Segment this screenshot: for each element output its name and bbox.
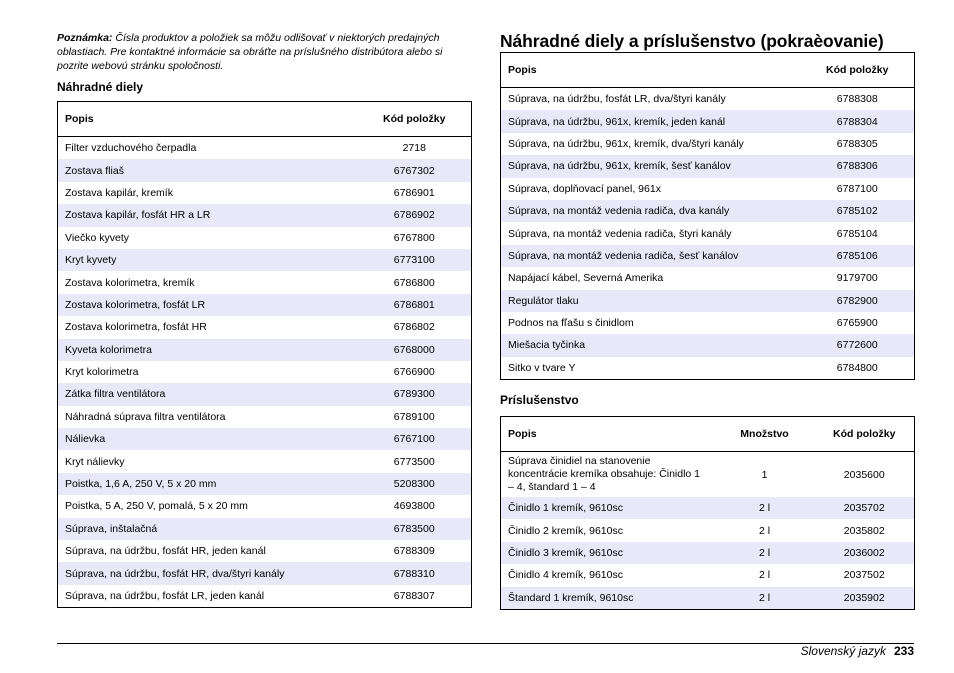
column-header-item-code: Kód položky (358, 102, 472, 137)
cell-item-code: 6772600 (801, 334, 915, 356)
table-row (501, 245, 915, 267)
cell-description: Sitko v tvare Y (508, 361, 576, 374)
page-number: 233 (893, 644, 914, 658)
cell-description: Súprava, na údržbu, 961x, kremík, dva/štyri kanály (508, 137, 744, 150)
cell-description: Kryt nálievky (65, 455, 125, 468)
table-row (501, 312, 915, 334)
cell-item-code: 6786802 (393, 321, 435, 334)
cell-item-code: 6786801 (358, 294, 472, 316)
table-row (58, 227, 472, 249)
table-row (58, 204, 472, 226)
cell-item-code: 6788308 (836, 93, 878, 106)
cell-item-code: 6783500 (358, 518, 472, 540)
cell-description: Poistka, 5 A, 250 V, pomalá, 5 x 20 mm (65, 500, 248, 513)
cell-description: Náhradná súprava filtra ventilátora (65, 410, 226, 423)
cell-description: Súprava, na údržbu, fosfát HR, dva/štyri kanály (58, 562, 358, 584)
cell-item-code: 2035702 (815, 497, 915, 519)
table-row (58, 159, 472, 181)
cell-item-code: 6788307 (393, 590, 435, 602)
column-header-item-code: Kód položky (815, 417, 915, 452)
page-footer (801, 644, 914, 658)
note-paragraph (57, 31, 471, 73)
table-header-row (501, 53, 915, 88)
cell-item-code: 6765900 (836, 317, 878, 330)
cell-description: Súprava, na údržbu, 961x, kremík, jeden kanál (501, 110, 801, 132)
table-row (58, 518, 472, 540)
cell-description: Zostava kolorimetra, fosfát HR (65, 321, 207, 334)
spare-parts-table-body (58, 137, 472, 608)
cell-description: Nálievka (58, 428, 358, 450)
spare-parts-table (57, 101, 472, 608)
cell-item-code: 2035600 (843, 468, 885, 481)
footer-divider (57, 643, 914, 644)
cell-item-code: 2718 (402, 142, 426, 155)
table-row (501, 357, 915, 380)
cell-description: Zostava kapilár, kremík (65, 186, 173, 199)
cell-description: Súprava, inštalačná (58, 518, 358, 540)
cell-item-code: 6787100 (836, 182, 878, 195)
cell-description: Poistka, 1,6 A, 250 V, 5 x 20 mm (58, 473, 358, 495)
cell-description: Zostava fliaš (58, 159, 358, 181)
spare-parts-continued-table-body (501, 88, 915, 380)
cell-item-code: 2036002 (815, 542, 915, 564)
cell-description: Filter vzduchového čerpadla (65, 142, 197, 155)
cell-description: Štandard 1 kremík, 9610sc (501, 587, 715, 610)
cell-item-code: 6786800 (393, 276, 435, 289)
cell-description: Kyveta kolorimetra (58, 339, 358, 361)
cell-item-code: 5208300 (358, 473, 472, 495)
table-row (501, 267, 915, 289)
cell-description: Činidlo 3 kremík, 9610sc (501, 542, 715, 564)
cell-item-code: 6782900 (801, 290, 915, 312)
table-row (501, 155, 915, 177)
page-title: Náhradné diely a príslušenstvo (pokraèovanie) (500, 31, 884, 51)
cell-item-code: 6784800 (836, 361, 878, 374)
table-header-row (501, 417, 915, 452)
cell-description: Zostava kolorimetra, kremík (65, 276, 195, 289)
cell-description: Podnos na fľašu s činidlom (508, 317, 634, 330)
cell-description: Súprava, na montáž vedenia radiča, dva kanály (501, 200, 801, 222)
column-header-description: Popis (58, 102, 358, 137)
cell-item-code: 6767800 (393, 231, 435, 244)
column-header-description: Popis (501, 53, 801, 88)
table-row (58, 473, 472, 495)
cell-quantity: 2 l (715, 542, 815, 564)
cell-description: Súprava, na údržbu, fosfát HR, jeden kanál (65, 545, 266, 558)
cell-item-code: 6766900 (393, 366, 435, 379)
cell-description: Kryt kyvety (58, 249, 358, 271)
table-row (501, 290, 915, 312)
column-header-item-code: Kód položky (801, 53, 915, 88)
table-row (58, 361, 472, 383)
cell-item-code: 6767100 (358, 428, 472, 450)
table-row (501, 542, 915, 564)
spare-parts-continued-table (500, 52, 915, 380)
note-text: Čísla produktov a položiek sa môžu odlišovať v niektorých predajných oblastiach. Pre kontaktné informácie sa obráťte na príslušného distribútora alebo si pozrite webovú stránku spoločnosti. (57, 32, 443, 72)
cell-item-code: 6788310 (358, 562, 472, 584)
table-row (58, 249, 472, 271)
cell-description: Činidlo 4 kremík, 9610sc (508, 569, 623, 582)
cell-description: Súprava, na údržbu, 961x, kremík, šesť kanálov (501, 155, 801, 177)
cell-item-code: 6767302 (358, 159, 472, 181)
footer-language: Slovenský jazyk (800, 644, 886, 658)
cell-item-code: 6789100 (393, 410, 435, 423)
cell-item-code: 6785102 (801, 200, 915, 222)
cell-description: Súprava činidiel na stanovenie koncentrácie kremíka obsahuje: Činidlo 1 – 4, štandard 1 – 4 (508, 455, 701, 493)
cell-item-code: 6788309 (393, 545, 435, 558)
cell-description: Kryt kolorimetra (65, 366, 139, 379)
cell-item-code: 6773100 (358, 249, 472, 271)
cell-item-code: 6786902 (358, 204, 472, 226)
table-row (501, 497, 915, 519)
cell-item-code: 6788305 (836, 137, 878, 150)
table-row (501, 334, 915, 356)
cell-description: Regulátor tlaku (501, 290, 801, 312)
cell-item-code: 6773500 (393, 455, 435, 468)
table-row (501, 452, 915, 498)
table-row (58, 271, 472, 293)
table-row (58, 495, 472, 517)
table-row (58, 562, 472, 584)
cell-description: Napájací kábel, Severná Amerika (508, 272, 664, 285)
cell-item-code: 6788304 (801, 110, 915, 132)
table-row (58, 316, 472, 338)
note-label: Poznámka: (57, 32, 113, 44)
table-row (501, 222, 915, 244)
cell-item-code: 6789300 (358, 383, 472, 405)
column-header-quantity: Množstvo (715, 417, 815, 452)
cell-description: Súprava, na montáž vedenia radiča, šesť kanálov (501, 245, 801, 267)
cell-item-code: 6785106 (801, 245, 915, 267)
cell-description: Činidlo 1 kremík, 9610sc (501, 497, 715, 519)
table-row (58, 540, 472, 562)
cell-description: Miešacia tyčinka (501, 334, 801, 356)
cell-quantity: 2 l (758, 569, 771, 582)
accessories-heading: Príslušenstvo (500, 393, 579, 407)
table-row (501, 519, 915, 541)
cell-item-code: 2037502 (843, 569, 885, 582)
table-row (501, 178, 915, 200)
table-row (58, 182, 472, 204)
cell-description: Súprava, doplňovací panel, 961x (508, 182, 661, 195)
column-header-description: Popis (501, 417, 715, 452)
table-row (58, 406, 472, 428)
table-row (501, 564, 915, 586)
cell-description: Zátka filtra ventilátora (58, 383, 358, 405)
cell-description: Súprava, na údržbu, fosfát LR, jeden kanál (65, 590, 265, 602)
cell-description: Zostava kolorimetra, fosfát LR (58, 294, 358, 316)
cell-item-code: 6768000 (358, 339, 472, 361)
cell-item-code: 2035802 (843, 524, 885, 537)
cell-description: Viečko kyvety (65, 231, 129, 244)
table-row (501, 88, 915, 111)
cell-description: Zostava kapilár, fosfát HR a LR (58, 204, 358, 226)
cell-quantity: 1 (761, 468, 768, 481)
table-row (58, 450, 472, 472)
table-row (58, 294, 472, 316)
cell-quantity: 2 l (715, 587, 815, 610)
table-row (501, 110, 915, 132)
table-row (501, 587, 915, 610)
cell-quantity: 2 l (758, 524, 771, 537)
spare-parts-heading: Náhradné diely (57, 80, 144, 94)
table-row (58, 383, 472, 405)
cell-quantity: 2 l (715, 497, 815, 519)
cell-item-code: 6788306 (801, 155, 915, 177)
cell-description: Súprava, na údržbu, fosfát LR, dva/štyri kanály (508, 93, 726, 106)
accessories-table-body (501, 452, 915, 610)
table-header-row (58, 102, 472, 137)
cell-item-code: 6786901 (393, 186, 435, 199)
cell-description: Súprava, na montáž vedenia radiča, štyri kanály (508, 227, 732, 240)
table-row (58, 428, 472, 450)
cell-description: Činidlo 2 kremík, 9610sc (508, 524, 623, 537)
accessories-table (500, 416, 915, 610)
cell-item-code: 6785104 (836, 227, 878, 240)
cell-item-code: 9179700 (836, 272, 878, 285)
table-row (58, 585, 472, 608)
table-row (501, 200, 915, 222)
cell-item-code: 4693800 (393, 500, 435, 513)
cell-item-code: 2035902 (815, 587, 915, 610)
table-row (501, 133, 915, 155)
table-row (58, 137, 472, 160)
table-row (58, 339, 472, 361)
